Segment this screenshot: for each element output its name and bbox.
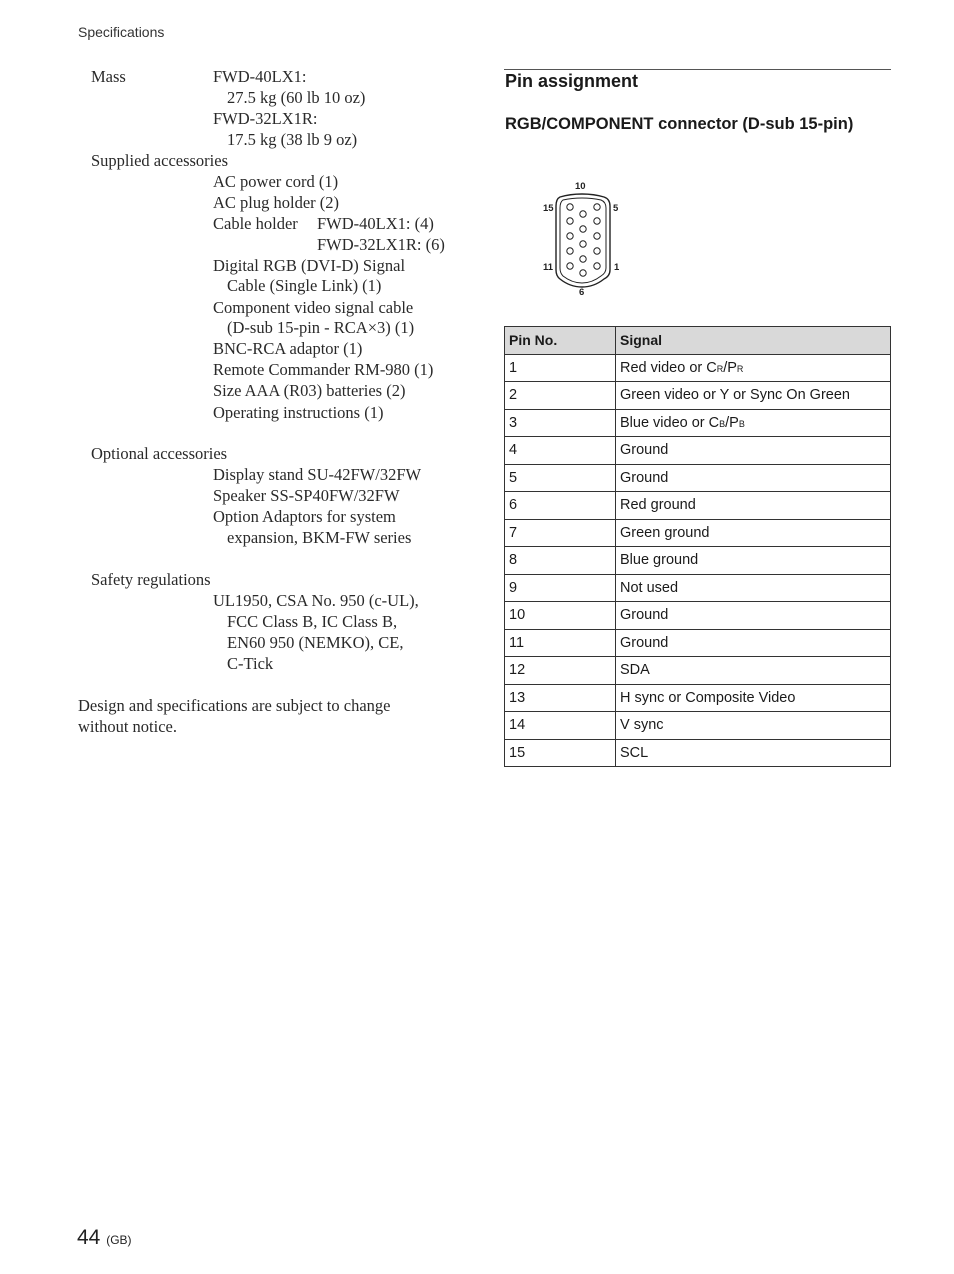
- pin-label-left-top: 15: [543, 203, 554, 214]
- pin-number-cell: 10: [505, 602, 616, 630]
- optional-accessories-label: Optional accessories: [91, 444, 228, 463]
- pin-hole: [580, 270, 586, 276]
- table-row: [505, 464, 891, 492]
- signal-cell: Ground: [616, 629, 891, 657]
- pin-label-top: 10: [575, 181, 586, 192]
- pin-hole: [580, 241, 586, 247]
- pin-number-cell: 1: [505, 354, 616, 382]
- pin-label-left-bottom: 11: [543, 262, 554, 273]
- safety-item-cont: EN60 950 (NEMKO), CE,: [227, 633, 404, 652]
- table-row: [505, 354, 891, 382]
- pin-number-cell: 11: [505, 629, 616, 657]
- signal-cell: Blue video or CB/PB: [616, 409, 891, 437]
- table-row: [505, 409, 891, 437]
- signal-cell: Red video or CR/PR: [616, 354, 891, 382]
- signal-cell: SCL: [616, 739, 891, 767]
- table-row: [505, 492, 891, 520]
- pin-hole: [594, 204, 600, 210]
- supplied-item: Digital RGB (DVI-D) Signal: [213, 256, 406, 275]
- table-row: [505, 629, 891, 657]
- mass-label: Mass: [91, 67, 126, 86]
- mass-value-1: 27.5 kg (60 lb 10 oz): [227, 88, 366, 107]
- signal-cell: Green video or Y or Sync On Green: [616, 382, 891, 410]
- supplied-item: Size AAA (R03) batteries (2): [213, 381, 406, 400]
- pin-number-cell: 6: [505, 492, 616, 520]
- pin-number-cell: 13: [505, 684, 616, 712]
- pin-hole: [567, 233, 573, 239]
- supplied-item: AC power cord (1): [213, 172, 339, 191]
- safety-item: UL1950, CSA No. 950 (c-UL),: [213, 591, 419, 610]
- pin-hole: [567, 248, 573, 254]
- section-header: Specifications: [78, 24, 165, 40]
- mass-model-2: FWD-32LX1R:: [213, 109, 318, 128]
- pin-hole: [594, 218, 600, 224]
- change-notice: Design and specifications are subject to change without notice.: [78, 696, 391, 736]
- supplied-item: Component video signal cable: [213, 298, 414, 317]
- supplied-item-cont: (D-sub 15-pin - RCA×3) (1): [227, 318, 415, 337]
- supplied-item-detail: FWD-40LX1: (4): [317, 214, 434, 233]
- pin-hole: [580, 211, 586, 217]
- signal-cell: Red ground: [616, 492, 891, 520]
- supplied-item: Remote Commander RM-980 (1): [213, 360, 434, 379]
- table-row: [505, 519, 891, 547]
- dsub-connector-diagram: [536, 176, 636, 300]
- pin-number-cell: 4: [505, 437, 616, 465]
- signal-cell: Ground: [616, 464, 891, 492]
- pin-number-cell: 9: [505, 574, 616, 602]
- pin-number-cell: 3: [505, 409, 616, 437]
- optional-item: Display stand SU-42FW/32FW: [213, 465, 422, 484]
- pin-number-cell: 8: [505, 547, 616, 575]
- connector-subtitle: RGB/COMPONENT connector (D-sub 15-pin): [505, 115, 854, 133]
- pin-hole: [594, 263, 600, 269]
- table-row: [505, 574, 891, 602]
- mass-model-1: FWD-40LX1:: [213, 67, 307, 86]
- table-row: [505, 657, 891, 685]
- pin-hole: [580, 256, 586, 262]
- signal-cell: SDA: [616, 657, 891, 685]
- signal-cell: V sync: [616, 712, 891, 740]
- safety-regulations-label: Safety regulations: [91, 570, 211, 589]
- supplied-item-cont: Cable (Single Link) (1): [227, 276, 382, 295]
- supplied-item: BNC-RCA adaptor (1): [213, 339, 363, 358]
- optional-item-cont: expansion, BKM-FW series: [227, 528, 412, 547]
- pin-number-cell: 15: [505, 739, 616, 767]
- page-number-value: 44: [77, 1226, 101, 1249]
- pin-label-right-bottom: 1: [614, 262, 620, 273]
- signal-cell: Not used: [616, 574, 891, 602]
- supplied-item-detail: FWD-32LX1R: (6): [317, 235, 445, 254]
- table-row: [505, 547, 891, 575]
- signal-cell: Green ground: [616, 519, 891, 547]
- supplied-accessories-label: Supplied accessories: [91, 151, 229, 170]
- pin-number-cell: 12: [505, 657, 616, 685]
- pin-assignment-title: Pin assignment: [505, 71, 639, 91]
- pin-assignment-table: [504, 326, 891, 767]
- signal-cell: Ground: [616, 602, 891, 630]
- pin-hole: [594, 233, 600, 239]
- pin-hole: [567, 218, 573, 224]
- table-row: [505, 712, 891, 740]
- signal-cell: Blue ground: [616, 547, 891, 575]
- pin-number-cell: 14: [505, 712, 616, 740]
- supplied-item: Operating instructions (1): [213, 403, 384, 422]
- table-row: [505, 684, 891, 712]
- section-rule: [504, 69, 891, 70]
- signal-cell: H sync or Composite Video: [616, 684, 891, 712]
- page-region: (GB): [106, 1233, 132, 1247]
- supplied-item: AC plug holder (2): [213, 193, 340, 212]
- table-row: [505, 739, 891, 767]
- pin-hole: [580, 226, 586, 232]
- supplied-item: Cable holder: [213, 214, 298, 233]
- pin-hole: [567, 204, 573, 210]
- pin-no-header: Pin No.: [505, 327, 616, 355]
- optional-item: Option Adaptors for system: [213, 507, 396, 526]
- pin-label-bottom: 6: [579, 287, 585, 298]
- pin-hole: [567, 263, 573, 269]
- table-row: [505, 437, 891, 465]
- page-number: [77, 1226, 132, 1250]
- signal-header: Signal: [616, 327, 891, 355]
- optional-item: Speaker SS-SP40FW/32FW: [213, 486, 400, 505]
- signal-cell: Ground: [616, 437, 891, 465]
- table-row: [505, 382, 891, 410]
- safety-item-cont: C-Tick: [227, 654, 274, 673]
- pin-label-right-top: 5: [613, 203, 619, 214]
- table-row: [505, 602, 891, 630]
- pin-number-cell: 2: [505, 382, 616, 410]
- pin-number-cell: 5: [505, 464, 616, 492]
- safety-item-cont: FCC Class B, IC Class B,: [227, 612, 398, 631]
- pin-hole: [594, 248, 600, 254]
- table-header-row: [505, 327, 891, 355]
- mass-value-2: 17.5 kg (38 lb 9 oz): [227, 130, 358, 149]
- pin-number-cell: 7: [505, 519, 616, 547]
